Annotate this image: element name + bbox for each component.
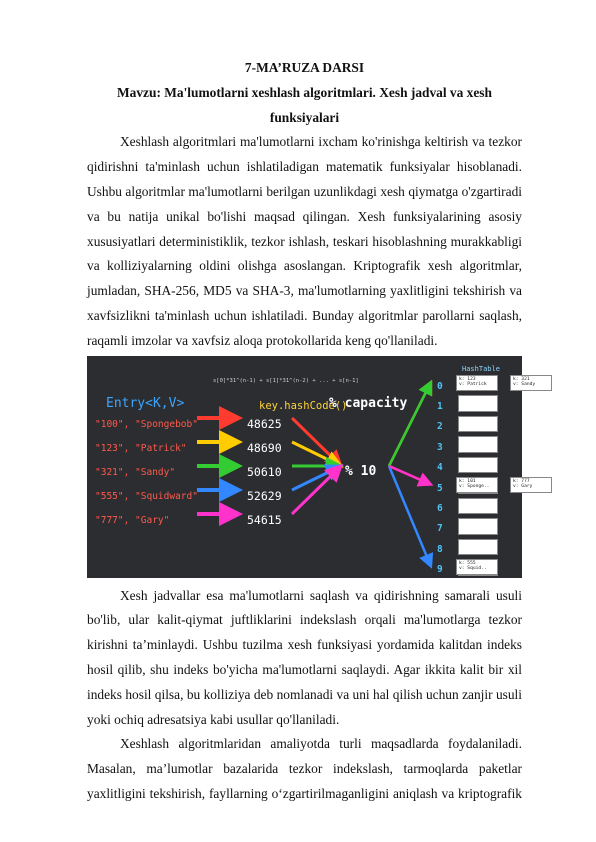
node-slot-0-b [510,375,552,391]
entry-key-3: "321", "Sandy" [95,466,176,478]
hash-slot-4 [458,457,498,474]
hash-slot-2 [458,416,498,433]
topic-title-continued: funksiyalari [269,109,340,125]
document-page [87,56,536,807]
index-7: 7 [437,522,443,534]
index-1: 1 [437,400,443,412]
paragraph-2: Xesh jadvallar esa ma'lumotlarni saqlash va qidirishning samarali usuli bo'lib, ular kalit-qiymat juftliklarini indekslash orqali ma'lumotlarga tezkor kirishni ta’minlaydi. Ushbu tuzilma xesh funksiyasi yordamida kalitdan indeks hosil qilib, shu indeks bo'yicha ma'lumotlarni saqlaydi. Agar ikkita kalit bir xil indeks hosil qilsa, bu kolliziya deb nomlanadi va uni hal qilish uchun zanjir usuli yoki ochiq adresatsiya kabi usullar qo'llaniladi. [87,587,522,727]
node-value: v: Sandy [513,382,536,388]
hash-slot-1 [458,395,498,412]
node-slot-0-a [456,375,498,391]
hash-formula: s[0]*31^(n-1) + s[1]*31^(n-2) + ... + s[n-1] [213,377,359,384]
hash-value-4: 52629 [247,488,282,503]
node-key: k: 321 [513,376,530,382]
hash-to-modulo-arrow [292,418,341,466]
hash-value-3: 50610 [247,464,282,479]
node-value: v: Gary [513,484,533,490]
hash-table-figure [87,356,536,578]
hash-slot-3 [458,436,498,453]
node-key: k: 101 [459,478,476,484]
index-6: 6 [437,502,443,514]
node-key: k: 123 [459,376,476,382]
index-0: 0 [437,380,443,392]
node-value: v: Sponge.. [459,484,490,490]
node-slot-5-b [510,477,552,493]
index-9: 9 [437,563,443,575]
hash-to-modulo-arrow [292,466,341,514]
index-5: 5 [437,482,443,494]
entry-label: Entry<K,V> [106,395,185,411]
index-8: 8 [437,543,443,555]
hash-to-modulo-arrow [292,442,341,466]
node-value: v: Patrick [459,382,487,388]
capacity-label: % capacity [329,395,408,411]
entry-key-2: "123", "Patrick" [95,442,187,454]
paragraph-3: Xeshlash algoritmlaridan amaliyotda turli maqsadlarda foydalaniladi. Masalan, ma’lumotlar bazalarida tezkor indekslash, tarmoqlarda paketlar yaxlitligini tekshirish, fayllarning o‘zgartirilmaganligini aniqlash va kriptografik [87,736,522,801]
index-3: 3 [437,441,443,453]
node-slot-5-a [456,477,498,493]
hashcode-label: key.hashCode() [259,399,348,412]
node-key: k: 555 [459,560,476,566]
hash-slot-8 [458,539,498,556]
hash-to-modulo-arrow [292,466,341,490]
node-key: k: 777 [513,478,530,484]
hash-table-label: HashTable [462,364,500,373]
index-2: 2 [437,420,443,432]
index-4: 4 [437,461,443,473]
hash-value-2: 48690 [247,440,282,455]
entry-key-5: "777", "Gary" [95,514,170,526]
lecture-title: 7-MA’RUZA DARSI [244,60,365,75]
node-slot-9-a [456,559,498,575]
hash-value-5: 54615 [247,512,282,527]
hash-slot-6 [458,498,498,515]
entry-key-4: "555", "Squidward" [95,490,198,502]
node-value: v: Squid.. [459,566,487,572]
paragraph-1: Xeshlash algoritmlari ma'lumotlarni ixcham ko'rinishga keltirish va tezkor qidirishni ta'minlash uchun ishlatiladigan matematik funksiyalar hisoblanadi. Ushbu algoritmlar ma'lumotlarni berilgan uzunlikdagi xesh qiymatga o'zgartiradi va bu natija unikal bo'lishi maqsad qilingan. Xesh funksiyalarining asosiy xususiyatlari deterministiklik, tezkor ishlash, teskari hisoblashning murakkabligi va kolliziyalarning oldini olishga asoslangan. Kriptografik xesh algoritmlar, jumladan, SHA-256, MD5 va SHA-3, ma'lumotlarning yaxlitligini tekshirish va xavfsizlikni ta'minlash uchun ishlatiladi. Bunday algoritmlar parollarni saqlash, raqamli imzolar va xavfsiz aloqa protokollarida keng qo'llaniladi. [87,134,522,348]
entry-key-1: "100", "Spongebob" [95,418,198,430]
modulo-label: % 10 [345,463,377,479]
hash-slot-7 [458,518,498,535]
topic-title: Mavzu: Ma'lumotlarni xeshlash algoritmlari. Xesh jadval va xesh [117,84,492,100]
hash-value-1: 48625 [247,416,282,431]
